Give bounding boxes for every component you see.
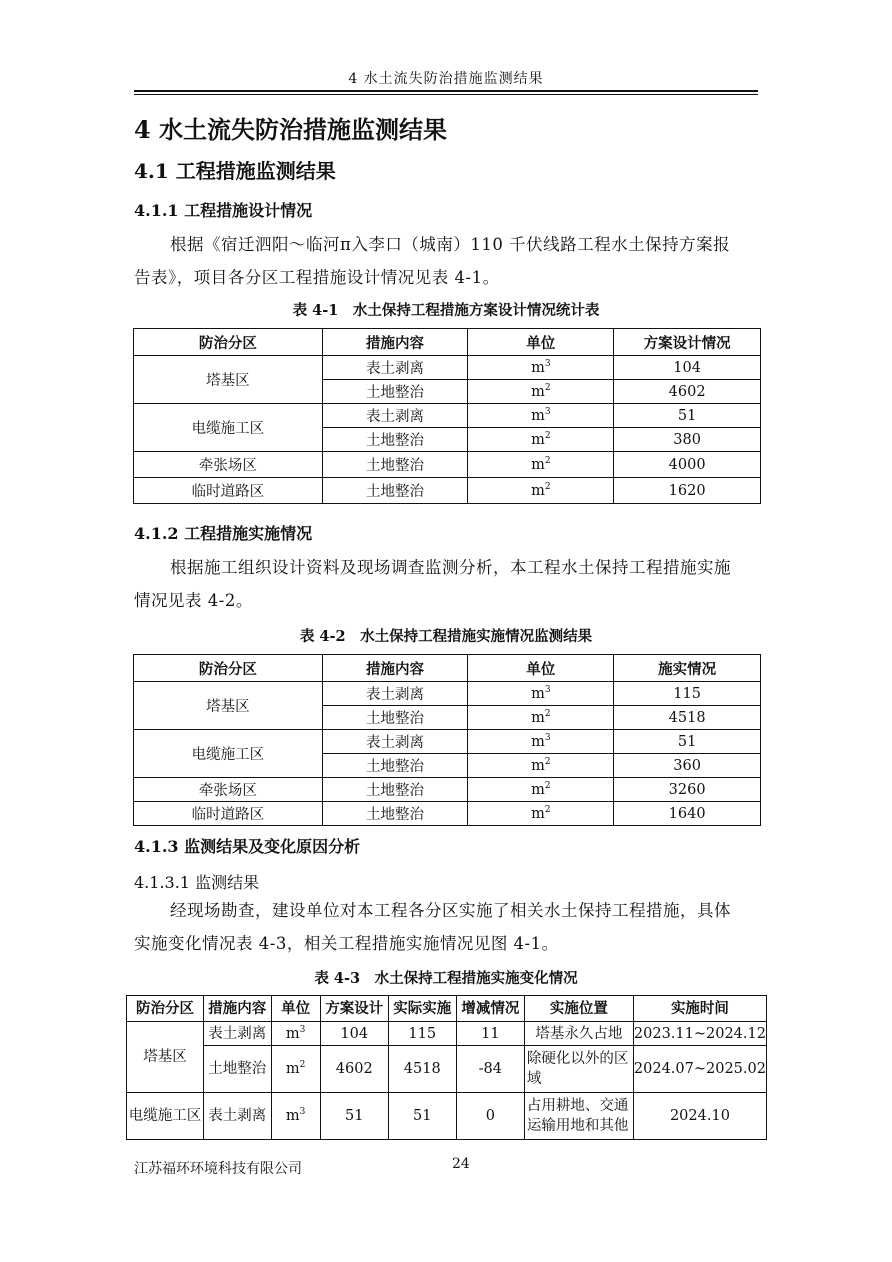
paragraph-line: 实施变化情况表 4-3，相关工程措施实施情况见图 4-1。: [134, 934, 559, 953]
column-header: 方案设计: [320, 996, 388, 1022]
unit-cell: $m^3$: [468, 356, 614, 380]
table-row: [134, 356, 761, 380]
time-cell: 2024.10: [633, 1093, 766, 1140]
subsubsection-title-results: 4.1.3.1 监测结果: [134, 873, 260, 892]
unit-cell: $m^3$: [271, 1093, 320, 1140]
table-row: [127, 1093, 767, 1140]
chapter-title: 4 水土流失防治措施监测结果: [134, 115, 448, 144]
table-row: [134, 452, 761, 478]
change-cell: 0: [456, 1093, 524, 1140]
unit-cell: $m^2$: [468, 452, 614, 478]
change-cell: -84: [456, 1046, 524, 1093]
location-cell: 占用耕地、交通运输用地和其他: [524, 1093, 633, 1140]
header-rule-thick: [134, 90, 758, 92]
paragraph-line: 经现场勘查，建设单位对本工程各分区实施了相关水土保持工程措施，具体: [170, 901, 731, 920]
measure-cell: 土地整治: [203, 1046, 271, 1093]
column-header: 防治分区: [134, 655, 323, 682]
column-header: 单位: [271, 996, 320, 1022]
table-row: [134, 802, 761, 826]
measure-cell: 土地整治: [322, 754, 468, 778]
measure-cell: 表土剥离: [322, 682, 468, 706]
subsection-title-analysis: 4.1.3 监测结果及变化原因分析: [134, 837, 361, 856]
measure-cell: 土地整治: [322, 380, 468, 404]
table-row: [127, 1046, 767, 1093]
value-cell: 3260: [614, 778, 761, 802]
unit-cell: $m^2$: [468, 380, 614, 404]
unit-cell: $m^3$: [468, 404, 614, 428]
column-header: 措施内容: [322, 655, 468, 682]
unit-cell: $m^3$: [468, 730, 614, 754]
zone-cell: 临时道路区: [134, 802, 323, 826]
measure-cell: 表土剥离: [322, 730, 468, 754]
measure-cell: 表土剥离: [203, 1022, 271, 1046]
header-rule-thin: [134, 94, 758, 95]
actual-cell: 115: [388, 1022, 456, 1046]
unit-cell: $m^2$: [468, 478, 614, 504]
column-header: 措施内容: [203, 996, 271, 1022]
zone-cell: 塔基区: [134, 682, 323, 730]
column-header: 单位: [468, 655, 614, 682]
measure-cell: 土地整治: [322, 802, 468, 826]
value-cell: 360: [614, 754, 761, 778]
location-cell: 塔基永久占地: [524, 1022, 633, 1046]
paragraph-line: 根据施工组织设计资料及现场调查监测分析，本工程水土保持工程措施实施: [170, 558, 731, 577]
subsection-title-implementation: 4.1.2 工程措施实施情况: [134, 524, 313, 543]
measure-cell: 土地整治: [322, 778, 468, 802]
table-row: [134, 682, 761, 706]
value-cell: 1620: [614, 478, 761, 504]
design-cell: 51: [320, 1093, 388, 1140]
unit-cell: $m^2$: [468, 802, 614, 826]
measure-cell: 表土剥离: [322, 356, 468, 380]
paragraph-line: 根据《宿迁泗阳～临河π入李口（城南）110 千伏线路工程水土保持方案报: [170, 235, 731, 254]
location-cell: 除硬化以外的区域: [524, 1046, 633, 1093]
value-cell: 380: [614, 428, 761, 452]
zone-cell: 电缆施工区: [134, 730, 323, 778]
design-cell: 104: [320, 1022, 388, 1046]
unit-cell: $m^2$: [468, 778, 614, 802]
table-4-1: [133, 328, 761, 504]
unit-cell: $m^2$: [271, 1046, 320, 1093]
column-header: 增减情况: [456, 996, 524, 1022]
column-header: 单位: [468, 329, 614, 356]
paragraph-design: [134, 228, 758, 294]
measure-cell: 土地整治: [322, 478, 468, 504]
design-cell: 4602: [320, 1046, 388, 1093]
time-cell: 2024.07~2025.02: [633, 1046, 766, 1093]
zone-cell: 电缆施工区: [127, 1093, 204, 1140]
value-cell: 51: [614, 730, 761, 754]
table-row: [127, 1022, 767, 1046]
table-row: [134, 478, 761, 504]
unit-cell: $m^3$: [468, 682, 614, 706]
zone-cell: 牵张场区: [134, 452, 323, 478]
actual-cell: 51: [388, 1093, 456, 1140]
measure-cell: 土地整治: [322, 452, 468, 478]
measure-cell: 表土剥离: [203, 1093, 271, 1140]
section-title: 4.1 工程措施监测结果: [134, 159, 336, 183]
unit-cell: $m^2$: [468, 428, 614, 452]
table-4-2: [133, 654, 761, 826]
footer-company: 江苏福环环境科技有限公司: [134, 1161, 302, 1177]
zone-cell: 临时道路区: [134, 478, 323, 504]
value-cell: 104: [614, 356, 761, 380]
table-4-2-caption: 表 4-2 水土保持工程措施实施情况监测结果: [299, 628, 593, 645]
value-cell: 4602: [614, 380, 761, 404]
time-cell: 2023.11~2024.12: [633, 1022, 766, 1046]
unit-cell: $m^3$: [271, 1022, 320, 1046]
paragraph-implementation: [134, 551, 758, 617]
table-4-1-caption: 表 4-1 水土保持工程措施方案设计情况统计表: [292, 302, 600, 319]
table-row: [134, 404, 761, 428]
column-header: 方案设计情况: [614, 329, 761, 356]
running-header: 4 水土流失防治措施监测结果: [348, 71, 544, 87]
table-4-3-caption: 表 4-3 水土保持工程措施实施变化情况: [314, 970, 578, 987]
value-cell: 4000: [614, 452, 761, 478]
paragraph-results: [134, 894, 758, 960]
table-row: [134, 778, 761, 802]
paragraph-line: 情况见表 4-2。: [134, 591, 253, 610]
column-header: 措施内容: [322, 329, 468, 356]
value-cell: 4518: [614, 706, 761, 730]
measure-cell: 表土剥离: [322, 404, 468, 428]
zone-cell: 牵张场区: [134, 778, 323, 802]
zone-cell: 塔基区: [134, 356, 323, 404]
change-cell: 11: [456, 1022, 524, 1046]
value-cell: 51: [614, 404, 761, 428]
column-header: 实施位置: [524, 996, 633, 1022]
actual-cell: 4518: [388, 1046, 456, 1093]
column-header: 实际实施: [388, 996, 456, 1022]
paragraph-line: 告表》，项目各分区工程措施设计情况见表 4-1。: [134, 268, 500, 287]
measure-cell: 土地整治: [322, 706, 468, 730]
unit-cell: $m^2$: [468, 754, 614, 778]
table-row: [134, 730, 761, 754]
zone-cell: 电缆施工区: [134, 404, 323, 452]
zone-cell: 塔基区: [127, 1022, 204, 1093]
column-header: 实施时间: [633, 996, 766, 1022]
unit-cell: $m^2$: [468, 706, 614, 730]
value-cell: 1640: [614, 802, 761, 826]
page-number: 24: [452, 1156, 470, 1172]
column-header: 施实情况: [614, 655, 761, 682]
column-header: 防治分区: [127, 996, 204, 1022]
measure-cell: 土地整治: [322, 428, 468, 452]
table-4-3: [126, 995, 767, 1140]
column-header: 防治分区: [134, 329, 323, 356]
subsection-title-design: 4.1.1 工程措施设计情况: [134, 201, 313, 220]
value-cell: 115: [614, 682, 761, 706]
